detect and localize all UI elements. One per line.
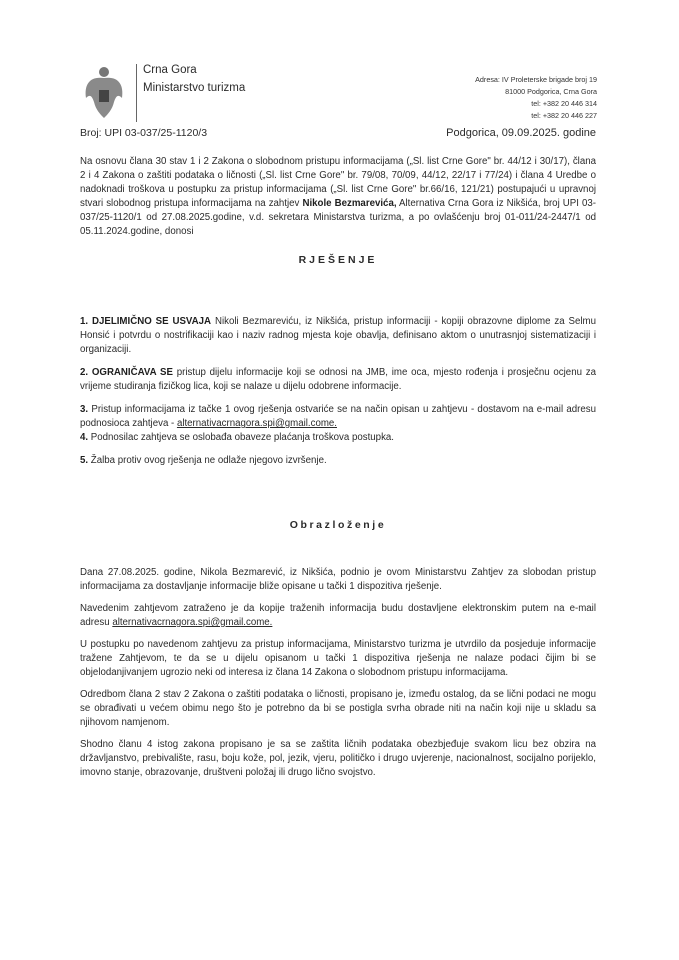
requester-name: Nikole Bezmarevića, xyxy=(302,198,397,209)
item-label: 2. OGRANIČAVA SE xyxy=(80,367,173,378)
reasoning-title: Obrazloženje xyxy=(289,519,387,531)
reasoning-paragraph-3: U postupku po navedenom zahtjevu za pristup informacijama, Ministarstvo turizma je utvrdilo da posjeduje informacije tražene Zahtjevom, te da se u dijelu opisanom u tački 1 dispozitiva rješenja ne nalaze podaci čijim bi se objelodanjivanjem ugrozio neki od interesa iz člana 14 Zakona o slobodnom pristupu informacijama. xyxy=(80,639,596,678)
intro-text: Na osnovu člana 30 stav 1 i 2 Zakona o slobodnom pristupu informacijama („Sl. list Crne Gore" br. 44/12 i 30/17), člana 2 i 4 Zakona o zaštiti podataka o ličnosti („Sl. list Crne Gore" br. 79/08, 70/09, 44/12, 22/17 i 77/24) i člana 4 Uredbe o nadoknadi troškova u postupku za pristup informacijama („Sl. list Crne Gore" br.66/16, 121/21) postupajući u upravnoj stvari slobodnog pristupa informacijama na zahtjev xyxy=(80,156,596,209)
item-number: 3. xyxy=(80,404,89,415)
item-label: 1. DJELIMIČNO SE USVAJA xyxy=(80,316,212,327)
country-name: Crna Gora xyxy=(143,64,197,76)
item-text: Nikoli Bezmareviću, iz Nikšića, pristup informaciji - kopiji obrazovne diplome za Selmu Honsić i potvrdu o nostrifikaciji kao i naziv radnog mjesta koje obavlja, definisano aktom o unutrasnjoj sistematizaciji i organizaciji. xyxy=(80,316,596,355)
intro-text-cont: Alternativa Crna Gora iz Nikšića, broj UPI 03-037/25-1120/1 od 27.08.2025.godine, v.d. sekretara Ministarstva turizma, a po ovlašćenju broj 01-011/24-2447/1 od 05.11.2024.godine, donosi xyxy=(80,198,596,237)
reasoning-paragraph-5: Shodno članu 4 istog zakona propisano je sa se zaštita ličnih podataka obezbjeđuje svakom licu bez obzira na državljanstvo, prebivalište, rasu, boju kože, pol, jezik, vjeru, političko i drugo uvjerenje, nacionalnost, socijalno porijeklo, imovno stanje, obrazovanje, društveni položaj ili drugo lično svojstvo. xyxy=(80,739,596,778)
item-number: 4. xyxy=(80,432,89,443)
ministry-name: Ministarstvo turizma xyxy=(143,82,246,94)
reasoning-paragraph-1: Dana 27.08.2025. godine, Nikola Bezmarević, iz Nikšića, podnio je ovom Ministarstvu Zahtjev za slobodan pristup informacijama za dostavljanje informacije bliže opisane u tački 1 dispozitiva rješenje. xyxy=(80,567,596,592)
reasoning-paragraph-2 xyxy=(80,602,596,630)
item-text: Žalba protiv ovog rješenja ne odlaže njegovo izvršenje. xyxy=(88,455,327,466)
reasoning-paragraph-4: Odredbom člana 2 stav 2 Zakona o zaštiti podataka o ličnosti, propisano je, između ostalog, da se lični podaci ne mogu se obrađivati u većem obimu nego što je potrebno da bi se postigla svrha obrade niti na način koji nije u skladu sa njihovom namjenom. xyxy=(80,689,596,728)
item-number: 5. xyxy=(80,455,89,466)
item-text: Pristup informacijama iz tačke 1 ovog rješenja ostvariće se na način opisan u zahtjevu - dostavom na e-mail adresu podnosioca zahtjeva - xyxy=(80,404,596,429)
item-text: Podnosilac zahtjeva se oslobađa obaveze plaćanja troškova postupka. xyxy=(88,432,394,443)
address-line: tel: +382 20 446 227 xyxy=(531,111,597,120)
item-text: pristup dijelu informacije koji se odnosi na JMB, ime oca, mjesto rođenja i prosječnu ocjenu za vrijeme studiranja fizičkog lica, koji se nalaze u dijelu odobrene informacije. xyxy=(80,367,596,392)
decision-item-3 xyxy=(80,403,596,431)
address-block xyxy=(475,74,597,122)
header-divider xyxy=(136,64,137,122)
decision-item-5 xyxy=(80,454,596,468)
intro-paragraph xyxy=(80,155,596,239)
decision-item-4 xyxy=(80,431,596,445)
coat-of-arms-logo xyxy=(80,64,128,122)
document-body xyxy=(80,155,596,780)
address-line: Adresa: IV Proleterske brigade broj 19 xyxy=(475,75,597,84)
document-number: Broj: UPI 03-037/25-1120/3 xyxy=(80,127,208,139)
place-date: Podgorica, 09.09.2025. godine xyxy=(446,127,596,139)
address-line: tel: +382 20 446 314 xyxy=(531,99,597,108)
address-line: 81000 Podgorica, Crna Gora xyxy=(505,87,597,96)
decision-item-2 xyxy=(80,366,596,394)
paragraph-text: Navedenim zahtjevom zatraženo je da kopije traženih informacija budu dostavljene elektronskim putem na e-mail adresu xyxy=(80,603,596,628)
email-link[interactable]: alternativacrnagora.spi@gmail.come. xyxy=(176,418,337,429)
email-link[interactable]: alternativacrnagora.spi@gmail.come. xyxy=(112,617,273,628)
decision-title: RJEŠENJE xyxy=(298,254,378,266)
decision-item-1 xyxy=(80,315,596,357)
